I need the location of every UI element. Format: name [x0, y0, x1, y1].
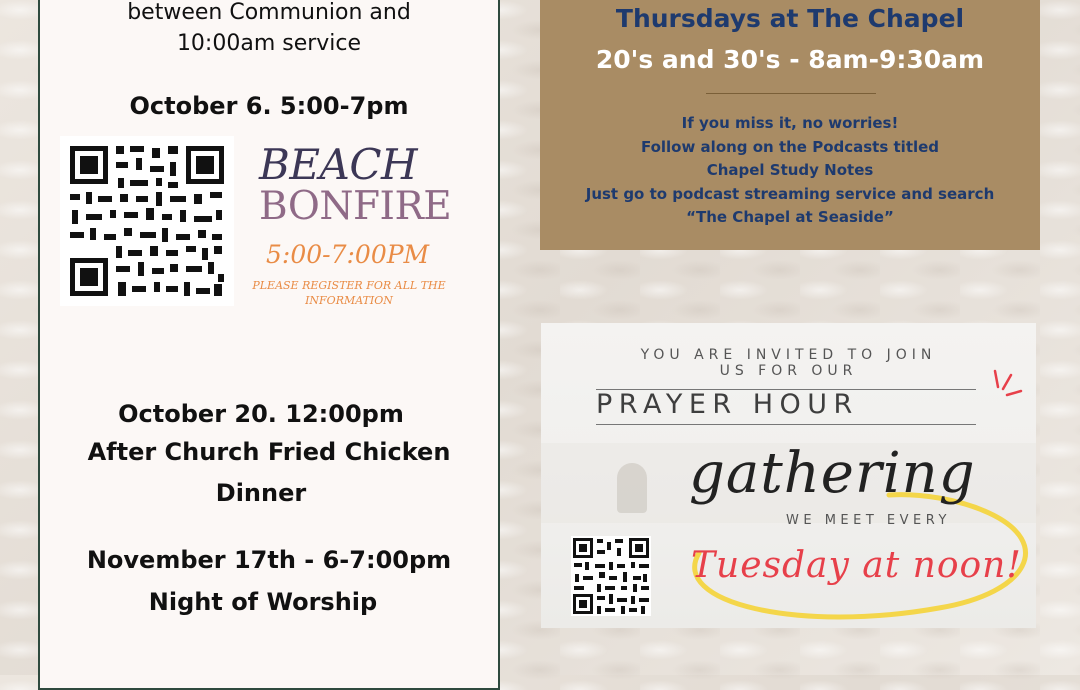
event1-date: October 6. 5:00-7pm	[129, 92, 409, 120]
chapel-divider	[706, 93, 876, 94]
intro-line-2: 10:00am service	[176, 31, 362, 56]
event2-date: October 20. 12:00pm	[118, 400, 404, 428]
event3-name: Night of Worship	[148, 588, 378, 616]
prayer-qr-code[interactable]	[571, 536, 651, 616]
intro-line-1: between Communion and	[127, 0, 411, 25]
chapel-card	[540, 0, 1040, 250]
person-silhouette	[617, 463, 647, 513]
tuesday-script: Tuesday at noon!	[691, 545, 1022, 586]
event2-line-1: After Church Fried Chicken	[87, 438, 451, 466]
chapel-body-3: Chapel Study Notes	[706, 161, 874, 179]
invite-line-1: YOU ARE INVITED TO JOIN	[640, 347, 937, 363]
beach-bonfire-qr-code[interactable]	[60, 136, 234, 306]
event3-date: November 17th - 6-7:00pm	[86, 546, 452, 574]
event2-line-2: Dinner	[215, 479, 307, 507]
chapel-title: Thursdays at The Chapel	[615, 4, 965, 33]
chapel-subtitle: 20's and 30's - 8am-9:30am	[595, 45, 985, 74]
register-note-line-2: INFORMATION	[305, 294, 393, 307]
gathering-script: gathering	[689, 441, 976, 506]
prayer-hour-heading: PRAYER HOUR	[596, 389, 859, 420]
chapel-body-2: Follow along on the Podcasts titled	[640, 138, 940, 156]
meet-line: WE MEET EVERY	[786, 513, 951, 528]
prayer-bottom-line	[596, 424, 976, 425]
register-note-line-1: PLEASE REGISTER FOR ALL THE	[252, 279, 446, 292]
chapel-body-5: “The Chapel at Seaside”	[686, 208, 894, 226]
events-panel	[38, 0, 500, 690]
bonfire-title: BONFIRE	[259, 184, 452, 229]
beach-title: BEACH	[259, 140, 418, 189]
chapel-body-4: Just go to podcast streaming service and search	[585, 185, 995, 203]
accent-dashes-icon	[981, 365, 1031, 415]
prayer-hour-card	[541, 323, 1036, 628]
register-note	[244, 278, 454, 308]
invite-line-2: US FOR OUR	[719, 363, 858, 379]
bonfire-time: 5:00-7:00PM	[266, 240, 430, 269]
chapel-body-1: If you miss it, no worries!	[681, 114, 899, 132]
